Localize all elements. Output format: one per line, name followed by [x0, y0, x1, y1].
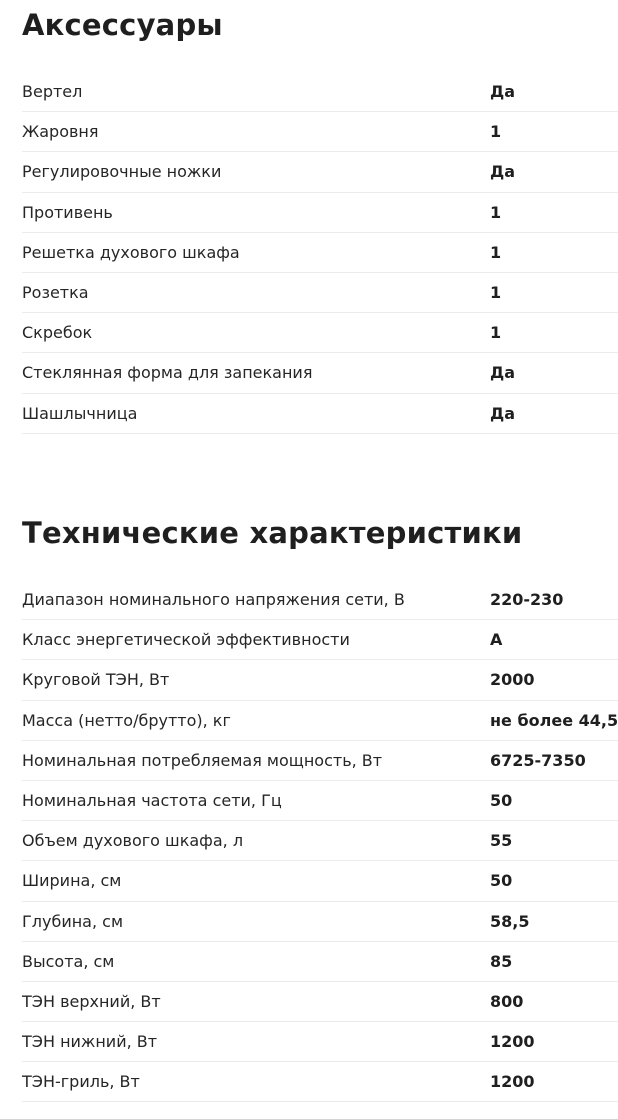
row-value: 1 [490, 282, 502, 302]
accessories-row [22, 273, 618, 313]
row-label: Высота, см [22, 951, 115, 971]
row-label: Объем духового шкафа, л [22, 831, 244, 851]
specs-row [22, 580, 618, 620]
row-label: Скребок [22, 323, 93, 343]
accessories-title: Аксессуары [22, 8, 223, 42]
row-label: Глубина, см [22, 911, 124, 931]
accessories-row [22, 72, 618, 112]
row-label: Масса (нетто/брутто), кг [22, 710, 231, 730]
row-value: не более 44,5 [490, 710, 618, 730]
row-value: A [490, 630, 503, 650]
row-value: 2000 [490, 670, 535, 690]
row-label: Противень [22, 202, 113, 222]
accessories-row [22, 152, 618, 192]
specs-row [22, 1062, 618, 1102]
row-label: Номинальная частота сети, Гц [22, 790, 282, 810]
specs-row [22, 741, 618, 781]
row-label: Номинальная потребляемая мощность, Вт [22, 750, 383, 770]
accessories-row [22, 112, 618, 152]
row-value: 1 [490, 323, 502, 343]
row-label: Жаровня [22, 122, 99, 142]
row-value: 1 [490, 122, 502, 142]
row-label: Ширина, см [22, 871, 122, 891]
accessories-row [22, 313, 618, 353]
row-value: Да [490, 162, 516, 182]
row-label: Круговой ТЭН, Вт [22, 670, 170, 690]
row-label: Стеклянная форма для запекания [22, 363, 313, 383]
specs-row [22, 942, 618, 982]
row-label: ТЭН нижний, Вт [22, 1032, 158, 1052]
specs-title: Технические характеристики [22, 516, 523, 550]
row-value: 800 [490, 991, 524, 1011]
row-label: Решетка духового шкафа [22, 242, 240, 262]
accessories-row [22, 193, 618, 233]
row-value: 50 [490, 790, 513, 810]
row-value: 6725-7350 [490, 750, 586, 770]
row-value: 1200 [490, 1032, 535, 1052]
accessories-table [22, 72, 618, 434]
row-value: 85 [490, 951, 513, 971]
specs-row [22, 821, 618, 861]
row-label: Шашлычница [22, 403, 138, 423]
specs-table [22, 580, 618, 1102]
specs-row [22, 861, 618, 901]
specs-row [22, 781, 618, 821]
row-value: 58,5 [490, 911, 530, 931]
row-value: 1 [490, 242, 502, 262]
specs-row [22, 1022, 618, 1062]
specs-row [22, 982, 618, 1022]
row-value: 50 [490, 871, 513, 891]
specs-row [22, 620, 618, 660]
specs-row [22, 902, 618, 942]
row-value: Да [490, 82, 516, 101]
row-label: Класс энергетической эффективности [22, 630, 350, 650]
row-value: 55 [490, 831, 513, 851]
accessories-section [22, 0, 618, 423]
row-label: ТЭН-гриль, Вт [22, 1072, 140, 1092]
row-label: ТЭН верхний, Вт [22, 991, 161, 1011]
row-value: 1 [490, 202, 502, 222]
row-value: Да [490, 403, 516, 423]
row-label: Диапазон номинального напряжения сети, В [22, 590, 405, 609]
row-value: 220-230 [490, 590, 564, 609]
row-value: Да [490, 363, 516, 383]
row-label: Розетка [22, 282, 89, 302]
specs-row [22, 660, 618, 700]
specs-section [22, 508, 618, 1092]
row-label: Вертел [22, 82, 83, 101]
specs-row [22, 701, 618, 741]
row-label: Регулировочные ножки [22, 162, 222, 182]
accessories-row [22, 353, 618, 393]
row-value: 1200 [490, 1072, 535, 1092]
accessories-row [22, 233, 618, 273]
accessories-row [22, 394, 618, 434]
